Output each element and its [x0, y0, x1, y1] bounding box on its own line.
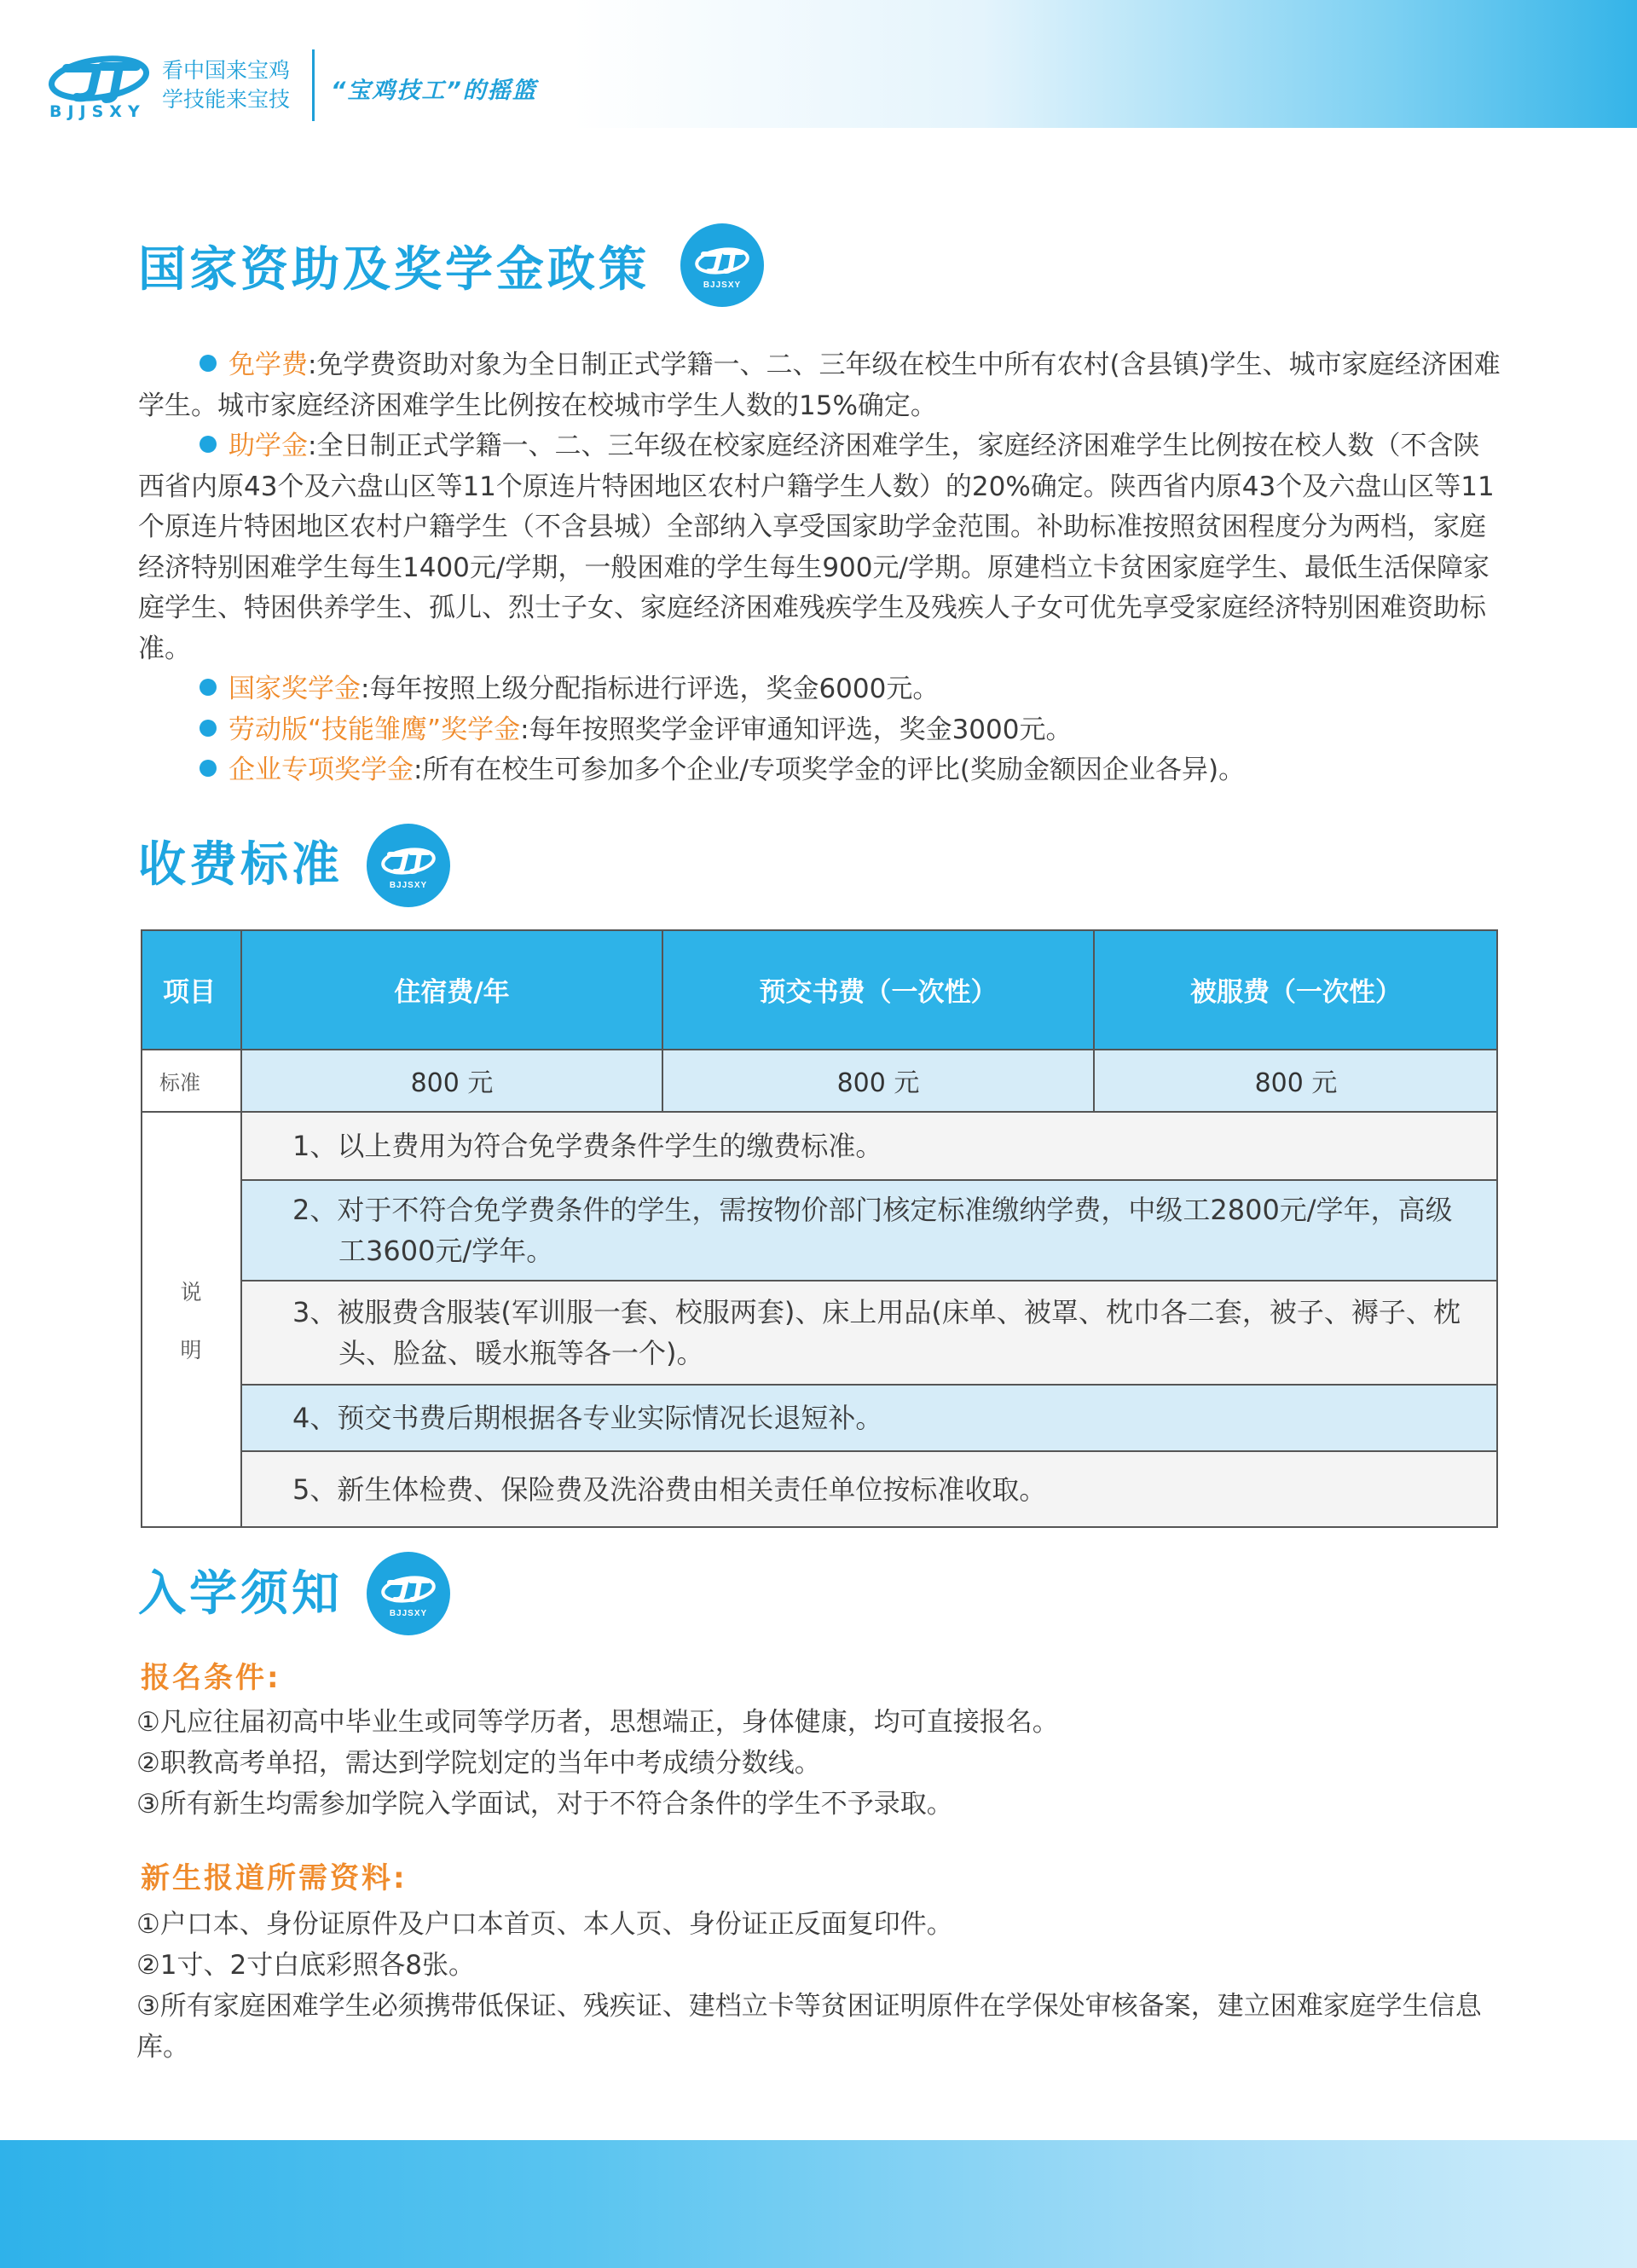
policy-item — [138, 750, 1502, 791]
policy-term: 免学费 — [228, 350, 308, 380]
table-header-cell: 项目 — [141, 929, 241, 1049]
policy-term: 企业专项奖学金 — [228, 755, 414, 785]
header-divider — [312, 49, 315, 121]
badge-text: BJJSXY — [389, 881, 428, 890]
policy-section — [138, 345, 1502, 791]
table-border — [141, 1526, 1498, 1528]
policy-term: 劳动版“技能雏鹰”奖学金 — [228, 714, 521, 745]
school-logo-icon — [48, 48, 150, 106]
bullet-dot — [200, 436, 217, 453]
logo-wordmark: BJJSXY — [49, 102, 146, 121]
section-title-fees: 收费标准 — [138, 837, 343, 893]
page-footer — [0, 2140, 1637, 2268]
list-item: ①户口本、身份证原件及户口本首页、本人页、身份证正反面复印件。 — [136, 1909, 953, 1940]
table-cell-value: 800 元 — [241, 1049, 662, 1112]
page-header — [0, 0, 1637, 128]
table-cell-value: 800 元 — [1094, 1049, 1498, 1112]
section-title-admission: 入学须知 — [138, 1566, 343, 1622]
list-item: ①凡应往届初高中毕业生或同等学历者，思想端正，身体健康，均可直接报名。 — [136, 1707, 1059, 1738]
table-border — [241, 1179, 1498, 1181]
table-border — [141, 1049, 1498, 1050]
table-cell-value: 800 元 — [662, 1049, 1094, 1112]
fee-note: 5、新生体检费、保险费及洗浴费由相关责任单位按标准收取。 — [241, 1451, 1498, 1528]
materials-list — [136, 1904, 1501, 2068]
fee-note: 1、以上费用为符合免学费条件学生的缴费标准。 — [241, 1112, 1498, 1180]
table-border — [1496, 929, 1498, 1528]
policy-item — [138, 710, 1502, 751]
badge-text: BJJSXY — [389, 1609, 428, 1618]
policy-term: 国家奖学金 — [228, 674, 361, 704]
table-border — [141, 929, 142, 1528]
section-badge-icon — [680, 223, 764, 307]
badge-text: BJJSXY — [703, 281, 742, 290]
policy-text: :每年按照上级分配指标进行评选，奖金6000元。 — [361, 674, 940, 704]
section-badge-icon — [367, 1552, 450, 1635]
table-row-label: 标准 — [141, 1049, 241, 1112]
policy-item — [138, 345, 1502, 426]
table-border — [241, 1280, 1498, 1282]
notes-label-char: 明 — [180, 1338, 202, 1363]
table-border — [662, 929, 663, 1112]
bullet-dot — [200, 720, 217, 737]
fee-note: 2、对于不符合免学费条件的学生，需按物价部门核定标准缴纳学费，中级工2800元/学年，高级工3600元/学年。 — [241, 1180, 1498, 1281]
materials-heading: 新生报道所需资料: — [141, 1861, 408, 1895]
table-border — [1093, 929, 1095, 1112]
list-item: ③所有家庭困难学生必须携带低保证、残疾证、建档立卡等贫困证明原件在学保处审核备案，建立困难家庭学生信息库。 — [136, 1991, 1482, 2063]
notes-label — [141, 1112, 241, 1528]
bullet-dot — [200, 679, 217, 696]
section-title-policy: 国家资助及奖学金政策 — [138, 242, 650, 298]
fee-table — [141, 929, 1498, 1528]
table-border — [241, 1384, 1498, 1386]
slogan-line-1: 看中国来宝鸡 — [162, 58, 291, 83]
notes-label-char: 说 — [180, 1280, 202, 1305]
conditions-list — [136, 1702, 1501, 1825]
policy-item — [138, 669, 1502, 710]
table-header-cell: 住宿费/年 — [241, 929, 662, 1049]
policy-text: :每年按照奖学金评审通知评选，奖金3000元。 — [520, 714, 1073, 745]
table-border — [141, 1111, 1498, 1113]
table-border — [240, 929, 242, 1528]
policy-term: 助学金 — [228, 431, 308, 461]
list-item: ②1寸、2寸白底彩照各8张。 — [136, 1950, 475, 1981]
table-header-cell: 预交书费（一次性） — [662, 929, 1094, 1049]
header-tagline: “宝鸡技工”的摇篮 — [331, 78, 537, 104]
policy-item — [138, 426, 1502, 669]
policy-text: :所有在校生可参加多个企业/专项奖学金的评比(奖励金额因企业各异)。 — [414, 755, 1246, 785]
policy-text: :全日制正式学籍一、二、三年级在校家庭经济困难学生，家庭经济困难学生比例按在校人数（不含陕西省内原43个及六盘山区等11个原连片特困地区农村户籍学生人数）的20%确定。陕西省内原43个及六盘山区等11个原连片特困地区农村户籍学生（不含县城）全部纳入享受国家助学金范围。补助标准按照贫困程度分为两档，家庭经济特别困难学生每生1400元/学期，一般困难的学生每生900元/学期。原建档立卡贫困家庭学生、最低生活保障家庭学生、特困供养学生、孤儿、烈士子女、家庭经济困难残疾学生及残疾人子女可优先享受家庭经济特别困难资助标准。 — [138, 431, 1495, 664]
table-header-cell: 被服费（一次性） — [1094, 929, 1498, 1049]
fee-note: 4、预交书费后期根据各专业实际情况长退短补。 — [241, 1385, 1498, 1451]
bullet-dot — [200, 760, 217, 777]
fee-note: 3、被服费含服装(军训服一套、校服两套)、床上用品(床单、被罩、枕巾各二套，被子、褥子、枕头、脸盆、暖水瓶等各一个)。 — [241, 1281, 1498, 1385]
table-border — [141, 929, 1498, 931]
policy-text: :免学费资助对象为全日制正式学籍一、二、三年级在校生中所有农村(含县镇)学生、城市家庭经济困难学生。城市家庭经济困难学生比例按在校城市学生人数的15%确定。 — [138, 350, 1501, 421]
section-badge-icon — [367, 824, 450, 907]
list-item: ③所有新生均需参加学院入学面试，对于不符合条件的学生不予录取。 — [136, 1789, 953, 1820]
table-border — [241, 1450, 1498, 1452]
bullet-dot — [200, 355, 217, 372]
slogan-line-2: 学技能来宝技 — [162, 87, 291, 112]
conditions-heading: 报名条件: — [141, 1661, 281, 1695]
list-item: ②职教高考单招，需达到学院划定的当年中考成绩分数线。 — [136, 1748, 821, 1779]
header-slogan — [162, 56, 290, 114]
